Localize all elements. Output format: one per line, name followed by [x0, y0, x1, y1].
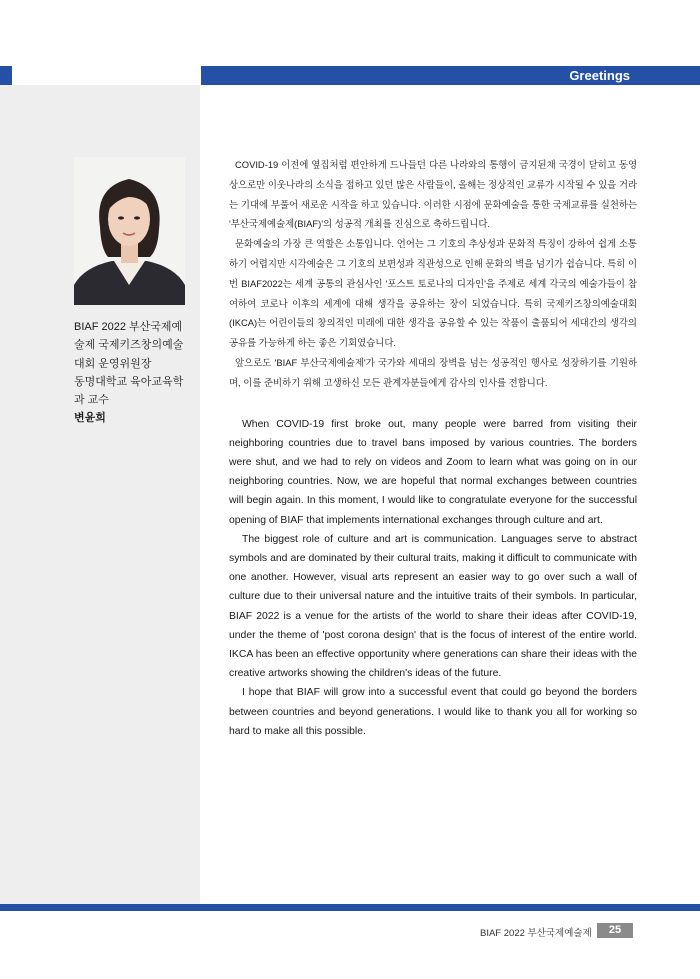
profile-line: 대회 운영위원장 — [74, 357, 152, 370]
section-title: Greetings — [569, 68, 630, 83]
footer-label: BIAF 2022 부산국제예술제 — [480, 928, 592, 939]
profile-line: 술제 국제키즈창의예술 — [74, 339, 184, 352]
profile-caption — [74, 318, 204, 428]
footer-bar — [0, 904, 700, 911]
english-paragraph: The biggest role of culture and art is communication. Languages serve to abstract symbols and are dominated by their cultural traits, making it difficult to communicate with one another. However, visual arts represent an easier way to go over such a wall of culture due to their universal nature and the intuitive traits of their symbols. In particular, BIAF 2022 is a venue for the artists of the world to share their ideas after COVID-19, under the theme of 'post corona design' that is the focus of interest of the entire world. IKCA has been an effective opportunity where generations can share their ideas with the creative artworks showing the children's ideas of the future. — [229, 533, 637, 680]
english-paragraph: When COVID-19 first broke out, many people were barred from visiting their neighboring countries due to travel bans imposed by various countries. The borders were shut, and we had to rely on videos and Zoom to learn what was going on in our neighboring countries. Now, we are hopeful that normal exchanges between countries will begin again. In this moment, I would like to congratulate everyone for the successful opening of BIAF that implements international exchanges through culture and art. — [229, 418, 637, 526]
header-bar-left — [0, 66, 12, 85]
korean-paragraph: 앞으로도 'BIAF 부산국제예술제'가 국가와 세대의 장벽을 넘는 성공적인 행사로 성장하기를 기원하며, 이를 준비하기 위해 고생하신 모든 관계자분들에게 감사의 인사를 전합니다. — [229, 356, 637, 388]
portrait-photo — [74, 157, 185, 305]
header-bar — [201, 66, 700, 85]
profile-line: 과 교수 — [74, 394, 109, 407]
profile-line: 동명대학교 육아교육학 — [74, 375, 184, 388]
korean-paragraph: COVID-19 이전에 옆집처럼 편안하게 드나들던 다른 나라와의 통행이 금지된채 국경이 닫히고 동영상으로만 이웃나라의 소식을 접하고 있던 많은 사람들이, 올해는 정상적인 교류가 시작될 수 있을 거라는 기대에 부풀어 새로운 시작을 하고 있습니다. 이러한 시점에 문화예술을 통한 국제교류를 실천하는 '부산국제예술제(BIAF)'의 성공적 개최를 진심으로 축하드립니다. — [229, 159, 637, 230]
profile-line: BIAF 2022 부산국제예 — [74, 321, 183, 333]
greeting-body — [229, 155, 637, 741]
profile-name: 변윤희 — [74, 412, 106, 425]
portrait-illustration — [74, 157, 185, 305]
english-paragraph: I hope that BIAF will grow into a successful event that could go beyond the borders between countries and beyond generations. I would like to thank you all for working so hard to make all this possible. — [229, 687, 637, 737]
section-gap — [229, 393, 637, 415]
korean-paragraph: 문화예술의 가장 큰 역할은 소통입니다. 언어는 그 기호의 추상성과 문화적 특징이 강하여 쉽게 소통하기 어렵지만 시각예술은 그 기호의 보편성과 직관성으로 인해 문화의 벽을 넘기가 쉽습니다. 특히 이번 BIAF2022는 세계 공통의 관심사인 '포스트 토로나의 디자인'을 주제로 세계 각국의 예술가들이 참여하여 코로나 이후의 세계에 대해 생각을 공유하는 장이 되었습니다. 특히 국제키즈창의예술대회(IKCA)는 어린이들의 창의적인 미래에 대한 생각을 공유할 수 있는 작품이 출품되어 세대간의 생각의 공유를 가능하게 하는 좋은 기회였습니다. — [229, 238, 637, 349]
page-number: 25 — [597, 923, 633, 938]
